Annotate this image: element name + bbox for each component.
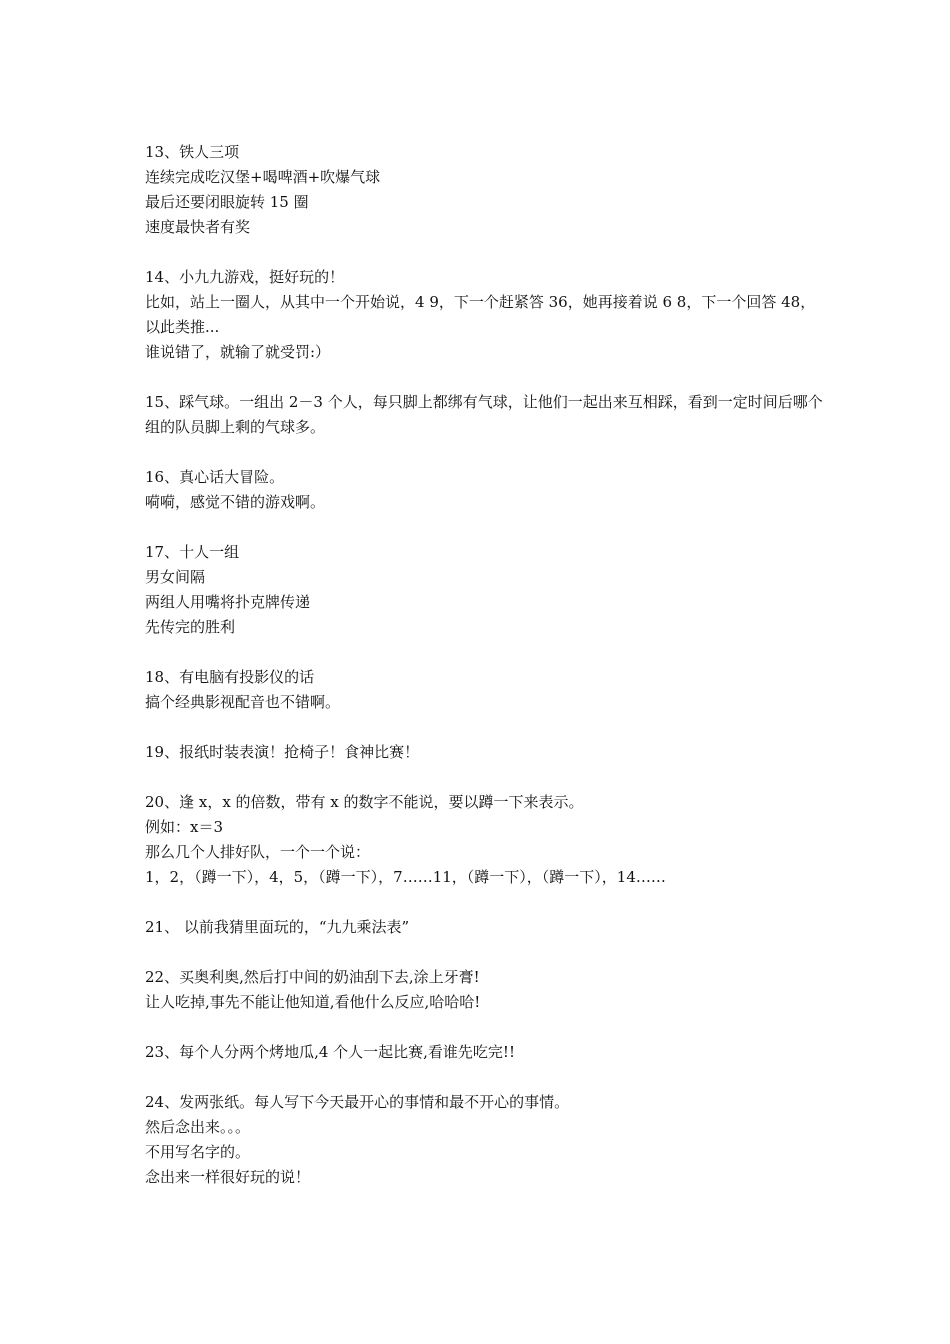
item-24 — [145, 1090, 825, 1190]
item-21-title: 21、 以前我猜里面玩的，“九九乘法表” — [145, 918, 410, 936]
text-line: 让人吃掉,事先不能让他知道,看他什么反应,哈哈哈! — [145, 993, 481, 1011]
item-21 — [145, 915, 825, 940]
text-line: 搞个经典影视配音也不错啊。 — [145, 693, 341, 711]
item-15 — [145, 390, 825, 440]
text-line: 男女间隔 — [145, 568, 206, 586]
item-13-title: 13、铁人三项 — [145, 143, 240, 161]
item-14 — [145, 265, 825, 365]
item-23 — [145, 1040, 825, 1065]
item-19-title: 19、报纸时装表演！抢椅子！食神比赛！ — [145, 743, 420, 761]
item-17 — [145, 540, 825, 640]
text-line: 谁说错了，就输了就受罚:） — [145, 343, 331, 361]
item-16 — [145, 465, 825, 515]
item-15-title: 15、踩气球。一组出 2－3 个人，每只脚上都绑有气球，让他们一起出来互相踩，看到一定时间后哪个组的队员脚上剩的气球多。 — [145, 393, 823, 436]
text-line: 嗬嗬，感觉不错的游戏啊。 — [145, 493, 326, 511]
text-line: 比如，站上一圈人，从其中一个开始说，4 9，下一个赶紧答 36，她再接着说 6 8，下一个回答 48，以此类推... — [145, 293, 816, 336]
item-20-title: 20、逢 x，x 的倍数，带有 x 的数字不能说，要以蹲一下来表示。 — [145, 793, 584, 811]
item-17-title: 17、十人一组 — [145, 543, 240, 561]
text-line: 先传完的胜利 — [145, 618, 236, 636]
text-line: 那么几个人排好队，一个一个说： — [145, 843, 371, 861]
item-24-title: 24、发两张纸。每人写下今天最开心的事情和最不开心的事情。 — [145, 1093, 570, 1111]
text-line: 速度最快者有奖 — [145, 218, 251, 236]
item-18-title: 18、有电脑有投影仪的话 — [145, 668, 315, 686]
text-line: 念出来一样很好玩的说！ — [145, 1168, 311, 1186]
document-body — [145, 140, 825, 1215]
text-line: 两组人用嘴将扑克牌传递 — [145, 593, 311, 611]
item-14-title: 14、小九九游戏，挺好玩的！ — [145, 268, 345, 286]
item-20 — [145, 790, 825, 890]
text-line: 1，2，（蹲一下），4，5，（蹲一下），7……11，（蹲一下），（蹲一下），14…… — [145, 868, 666, 886]
text-line: 连续完成吃汉堡+喝啤酒+吹爆气球 — [145, 168, 381, 186]
item-13 — [145, 140, 825, 240]
text-line: 不用写名字的。 — [145, 1143, 251, 1161]
text-line: 例如：x＝3 — [145, 818, 224, 836]
item-18 — [145, 665, 825, 715]
text-line: 最后还要闭眼旋转 15 圈 — [145, 193, 309, 211]
item-16-title: 16、真心话大冒险。 — [145, 468, 285, 486]
item-22-title: 22、买奥利奥,然后打中间的奶油刮下去,涂上牙膏! — [145, 968, 480, 986]
item-22 — [145, 965, 825, 1015]
text-line: 然后念出来。。。 — [145, 1118, 251, 1136]
item-19 — [145, 740, 825, 765]
item-23-title: 23、每个人分两个烤地瓜,4 个人一起比赛,看谁先吃完!! — [145, 1043, 515, 1061]
